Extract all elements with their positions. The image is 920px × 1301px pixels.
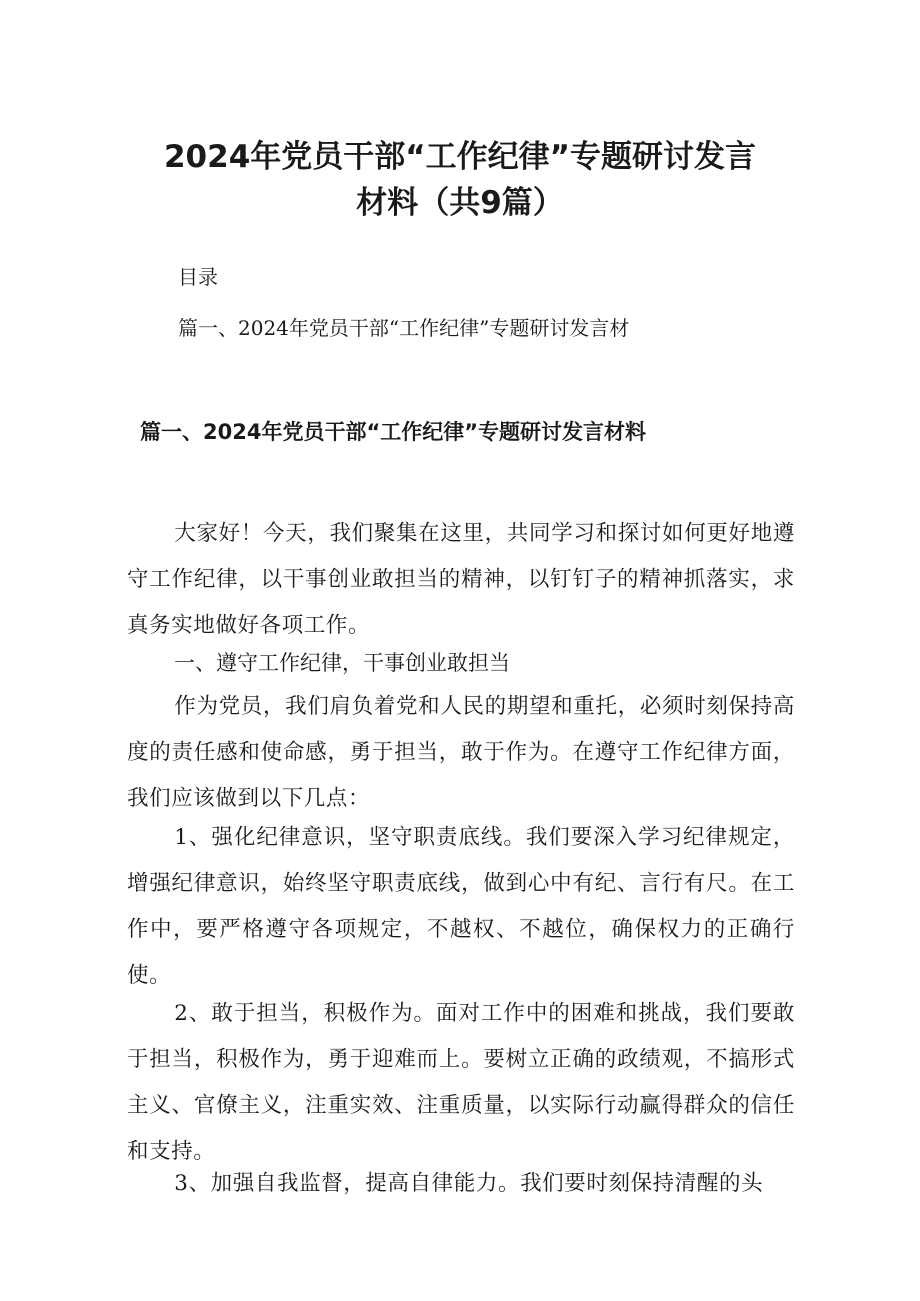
paragraph-item-1: 1、强化纪律意识，坚守职责底线。我们要深入学习纪律规定，增强纪律意识，始终坚守职责底线，做到心中有纪、言行有尺。在工作中，要严格遵守各项规定，不越权、不越位，确保权力的正确行使。 xyxy=(127,825,795,988)
document-title-line1: 2024年党员干部“工作纪律”专题研讨发言 xyxy=(163,139,757,175)
paragraph-item-2: 2、敢于担当，积极作为。面对工作中的困难和挑战，我们要敢于担当，积极作为，勇于迎难而上。要树立正确的政绩观，不搞形式主义、官僚主义，注重实效、注重质量，以实际行动赢得群众的信任和支持。 xyxy=(127,1001,795,1164)
subheading-1: 一、遵守工作纪律，干事创业敢担当 xyxy=(174,651,510,675)
toc-item[interactable]: 篇一、2024年党员干部“工作纪律”专题研讨发言材 xyxy=(178,316,630,340)
document-title-line2: 材料（共9篇） xyxy=(356,185,564,221)
toc-heading: 目录 xyxy=(178,265,218,289)
section-title: 篇一、2024年党员干部“工作纪律”专题研讨发言材料 xyxy=(140,420,647,444)
paragraph-as-party-member: 作为党员，我们肩负着党和人民的期望和重托，必须时刻保持高度的责任感和使命感，勇于担当，敢于作为。在遵守工作纪律方面，我们应该做到以下几点： xyxy=(127,694,795,811)
paragraph-intro: 大家好！今天，我们聚集在这里，共同学习和探讨如何更好地遵守工作纪律，以干事创业敢担当的精神，以钉钉子的精神抓落实，求真务实地做好各项工作。 xyxy=(127,521,795,638)
paragraph-item-3: 3、加强自我监督，提高自律能力。我们要时刻保持清醒的头 xyxy=(174,1171,764,1196)
